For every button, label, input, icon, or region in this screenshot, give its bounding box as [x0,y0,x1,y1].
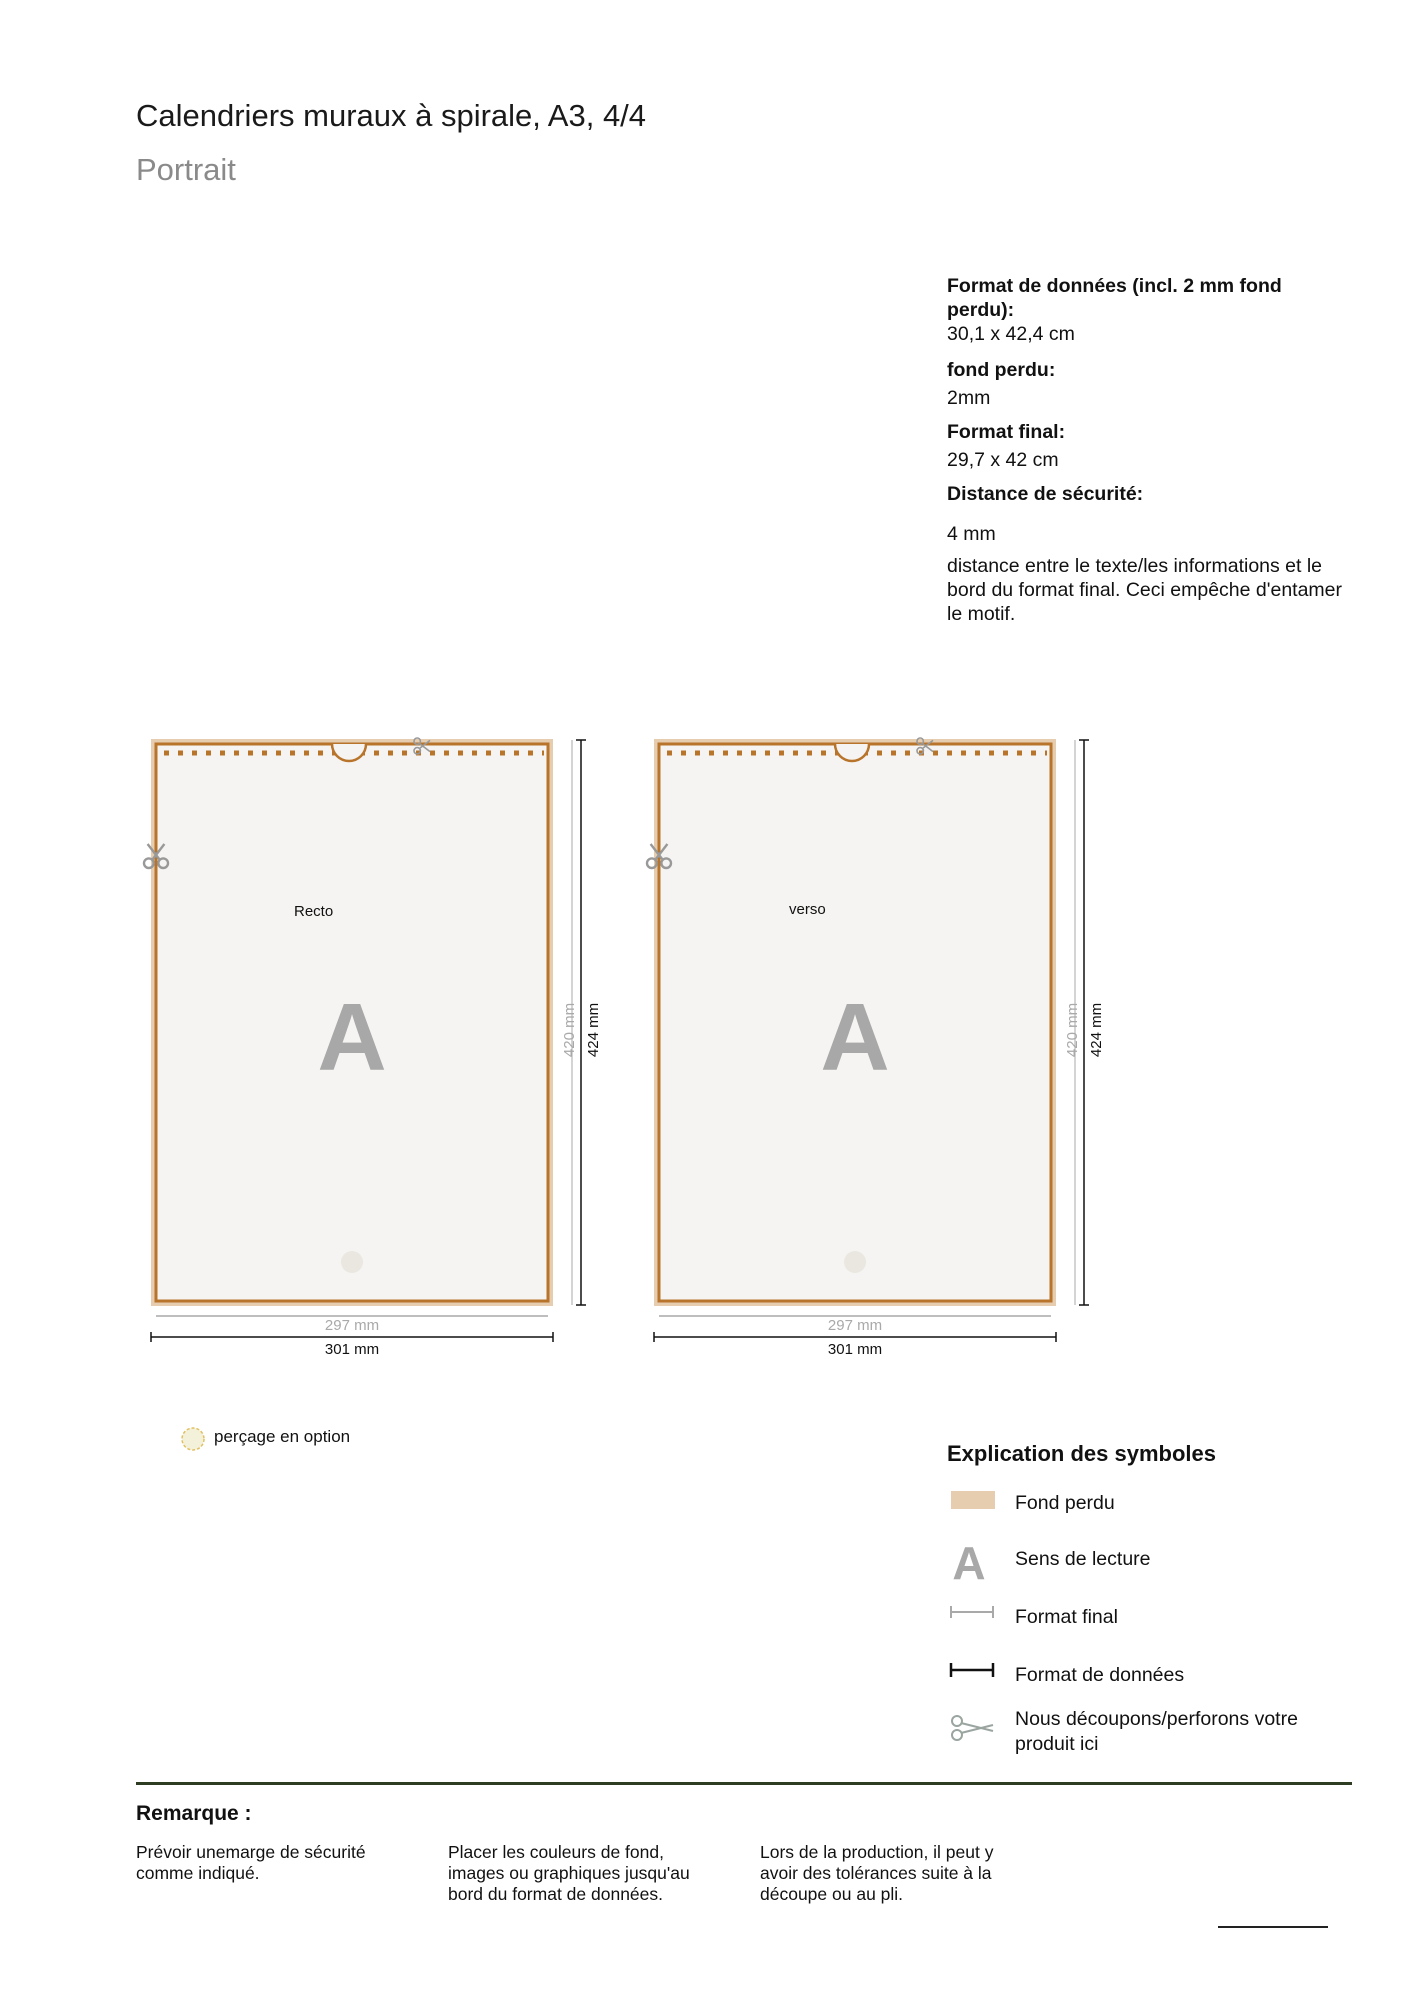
legend-item [947,1699,1367,1759]
bleed-value: 2mm [947,387,991,409]
remark-note: Placer les couleurs de fond, images ou graphiques jusqu'au bord du format de données. [448,1842,690,1904]
data-format-line-icon [949,1655,997,1695]
legend-label: Fond perdu [1015,1492,1115,1514]
final-height-label: 420 mm [561,1002,578,1058]
drill-option-note: perçage en option [214,1427,351,1446]
page-subtitle: Portrait [136,152,236,187]
data-format-label: Format de données (incl. 2 mm fond perdu): [947,275,1282,321]
final-format-value: 29,7 x 42 cm [947,449,1059,471]
reading-direction-letter: A [317,984,387,1091]
final-width-label: 297 mm [827,1317,883,1334]
remark-note: Prévoir unemarge de sécurité comme indiqué. [136,1842,366,1883]
legend-label: Sens de lecture [1015,1548,1151,1570]
page-title: Calendriers muraux à spirale, A3, 4/4 [136,98,647,133]
final-width-label: 297 mm [324,1317,380,1334]
remark-heading: Remarque : [136,1802,252,1825]
final-format-line-icon [949,1597,997,1637]
reading-direction-letter: A [820,984,890,1091]
symbol-legend [947,1441,1367,1755]
legend-label: Format de données [1015,1664,1185,1686]
side-label: Recto [294,903,334,920]
legend-label: Format final [1015,1606,1118,1628]
format-info [947,274,1347,626]
safety-description: distance entre le texte/les informations et le bord du format final. Ceci empêche d'entamer le motif. [947,555,1343,625]
bleed-swatch-icon [949,1483,997,1523]
data-height-label: 424 mm [585,1002,602,1058]
svg-text:A: A [952,1539,986,1583]
safety-value: 4 mm [947,523,996,545]
data-width-label: 301 mm [827,1341,883,1358]
recto-page [144,738,602,1358]
data-format-value: 30,1 x 42,4 cm [947,323,1075,345]
reading-direction-icon [949,1539,997,1583]
calendar-spec-diagram [140,730,1130,1370]
signature-line [1218,1926,1328,1928]
drill-hole-icon [180,1426,206,1457]
bleed-label: fond perdu: [947,359,1056,381]
final-height-label: 420 mm [1064,1002,1081,1058]
data-width-label: 301 mm [324,1341,380,1358]
legend-heading: Explication des symboles [947,1441,1216,1466]
legend-item [947,1597,1367,1637]
verso-page [647,738,1105,1358]
remark-note: Lors de la production, il peut y avoir des tolérances suite à la découpe ou au pli. [760,1842,994,1904]
final-format-label: Format final: [947,421,1066,443]
safety-label: Distance de sécurité: [947,483,1144,505]
legend-label: Nous découpons/perforons votre produit ici [1015,1708,1298,1755]
legend-item [947,1655,1367,1695]
legend-item [947,1539,1367,1583]
section-divider [136,1782,1352,1785]
scissors-icon [949,1709,997,1749]
spec-drawing [140,730,1130,1370]
legend-item [947,1483,1367,1523]
optional-drill-hole [341,1251,363,1273]
side-label: verso [789,901,826,918]
optional-drill-hole [844,1251,866,1273]
data-height-label: 424 mm [1088,1002,1105,1058]
